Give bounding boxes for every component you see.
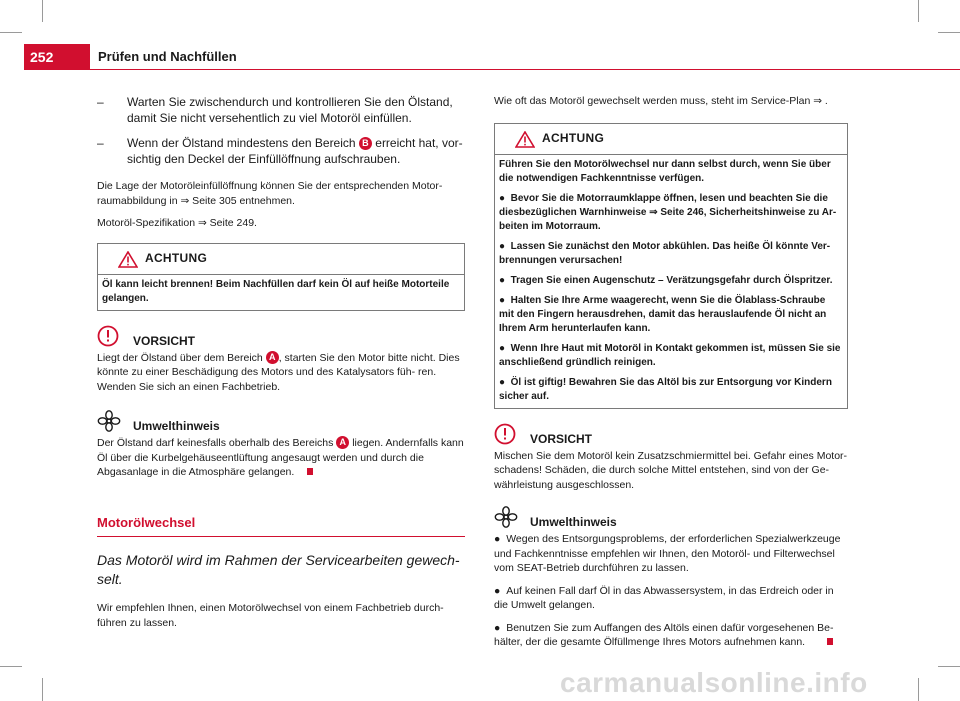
bullet: ●: [499, 240, 506, 252]
crop-mark: [0, 666, 22, 667]
environment-text-post: liegen. Andernfalls kann Öl über die Kurbelgehäuseentlüftung angesaugt werden und durch die Abgasanlage in die Atmosphäre gelangen.: [97, 437, 464, 478]
crop-mark: [918, 0, 919, 22]
page-number: 252: [24, 44, 90, 70]
warning-box-header: [98, 244, 464, 275]
caution-text-pre: Liegt der Ölstand über dem Bereich: [97, 351, 263, 364]
crop-mark: [0, 32, 22, 33]
warning-item-text: Halten Sie Ihre Arme waagerecht, wenn Sie die Ölablass-Schraube mit den Fingern herausdrehen, damit das herauslaufende Öl nicht an Ihrem Arm herunterlaufen kann.: [499, 294, 827, 334]
marker-b: B: [359, 137, 372, 150]
environment-item: [494, 584, 848, 613]
bullet: ●: [494, 533, 501, 545]
paragraph-recommend: Wir empfehlen Ihnen, einen Motorölwechsel von einem Fachbetrieb durch- führen zu lassen.: [97, 602, 444, 629]
caution-exclamation-icon: [97, 325, 119, 347]
environment-header: [97, 410, 465, 434]
dash-item: [97, 94, 465, 126]
warning-text: Öl kann leicht brennen! Beim Nachfüllen darf kein Öl auf heiße Motorteile gelangen.: [102, 278, 450, 304]
environment-item-text: Auf keinen Fall darf Öl in das Abwassersystem, in das Erdreich oder in die Umwelt gelangen.: [494, 584, 834, 611]
dash-bullet: –: [97, 95, 104, 109]
warning-item-text: Tragen Sie einen Augenschutz – Verätzungsgefahr durch Ölspritzer.: [510, 274, 833, 286]
bullet: ●: [494, 621, 501, 634]
warning-box-header: [495, 124, 847, 155]
environment-item-text: Benutzen Sie zum Auffangen des Altöls einen dafür vorgesehenen Be- hälter, der die gesamte Ölfüllmenge Ihres Motors aufnehmen kann.: [494, 621, 834, 648]
bullet: ●: [499, 294, 506, 306]
crop-mark: [938, 666, 960, 667]
page-title: Prüfen und Nachfüllen: [98, 49, 237, 64]
flower-icon: [97, 410, 121, 432]
caution-title: VORSICHT: [530, 431, 593, 446]
bullet: ●: [499, 192, 506, 204]
bullet: ●: [499, 342, 506, 354]
environment-item: [494, 621, 848, 650]
warning-box: [494, 123, 848, 409]
bullet: ●: [499, 376, 506, 388]
warning-title: ACHTUNG: [145, 250, 208, 265]
warning-item-text: Bevor Sie die Motorraumklappe öffnen, lesen und beachten Sie die diesbezüglichen Warnhinweise ⇒ Seite 246, Sicherheitshinweise zu Ar- beiten im Motorraum.: [499, 192, 837, 232]
caution-text: [97, 351, 465, 395]
dash-item: [97, 135, 465, 167]
environment-title: Umwelthinweis: [133, 419, 220, 433]
caution-title: VORSICHT: [133, 333, 196, 348]
crop-mark: [918, 678, 919, 701]
dash-bullet: –: [97, 136, 104, 150]
environment-item: [494, 532, 848, 576]
environment-title: Umwelthinweis: [530, 515, 617, 529]
warning-item-text: Lassen Sie zunächst den Motor abkühlen. Das heiße Öl könnte Ver- brennungen verursachen!: [499, 240, 831, 266]
crop-mark: [938, 32, 960, 33]
section-heading: Motorölwechsel: [97, 516, 465, 538]
flower-icon: [494, 506, 518, 528]
environment-text: [97, 436, 465, 480]
warning-intro: Führen Sie den Motorölwechsel nur dann selbst durch, wenn Sie über die notwendigen Fachkenntnisse verfügen.: [499, 158, 831, 184]
warning-title: ACHTUNG: [542, 130, 605, 145]
intro-text: Das Motoröl wird im Rahmen der Servicearbeiten gewech- selt.: [97, 552, 460, 587]
paragraph-lage: Die Lage der Motoröleinfüllöffnung können Sie der entsprechenden Motor- raumabbildung in ⇒ Seite 305 entnehmen.: [97, 180, 443, 207]
environment-item-text: Wegen des Entsorgungsproblems, der erforderlichen Spezialwerkzeuge und Fachkenntnisse empfehlen wir Ihnen, den Motoröl- und Filterwechsel vom SEAT-Betrieb durchführen zu lassen.: [494, 533, 841, 574]
crop-mark: [42, 678, 43, 701]
paragraph-service-plan: Wie oft das Motoröl gewechselt werden muss, steht im Service-Plan ⇒ .: [494, 95, 828, 107]
caution-exclamation-icon: [494, 423, 516, 445]
caution-header: [494, 423, 848, 447]
bullet: ●: [499, 274, 506, 286]
warning-item: [499, 274, 843, 288]
warning-triangle-icon: [515, 131, 535, 148]
caution-header: [97, 325, 465, 349]
caution-text-post: , starten Sie den Motor bitte nicht. Dies könnte zu einer Beschädigung des Motors und des Katalysators füh- ren. Wenden Sie sich an einen Fachbetrieb.: [97, 351, 460, 393]
warning-item: [499, 342, 843, 370]
header-rule: [90, 69, 960, 70]
warning-item: [499, 376, 843, 404]
warning-item: [499, 294, 843, 336]
warning-item: [499, 240, 843, 268]
paragraph-spec: Motoröl-Spezifikation ⇒ Seite 249.: [97, 217, 257, 229]
watermark: carmanualsonline.info: [560, 667, 868, 698]
dash-item-text: Wenn der Ölstand mindestens den Bereich: [127, 136, 356, 150]
warning-body: [495, 155, 847, 408]
bullet: ●: [494, 584, 501, 597]
marker-a: A: [336, 436, 349, 449]
caution-text: Mischen Sie dem Motoröl kein Zusatzschmiermittel bei. Gefahr eines Motor- schadens! Schäden, die durch solche Mittel entstehen, sind von der Ge- währleistung ausgeschlossen.: [494, 449, 848, 491]
warning-item-text: Öl ist giftig! Bewahren Sie das Altöl bis zur Entsorgung vor Kindern sicher auf.: [499, 376, 832, 402]
warning-box: [97, 243, 465, 311]
crop-mark: [42, 0, 43, 22]
left-column: [97, 94, 465, 638]
warning-item: [499, 192, 843, 234]
dash-item-text: erreicht hat, vor- sichtig den Deckel der Einfüllöffnung aufschrauben.: [127, 136, 463, 166]
environment-header: [494, 506, 848, 530]
dash-item-text: Warten Sie zwischendurch und kontrollieren Sie den Ölstand, damit Sie nicht versehentlich zu viel Motoröl einfüllen.: [127, 95, 453, 125]
section-end-mark: [307, 468, 313, 475]
warning-item-text: Wenn Ihre Haut mit Motoröl in Kontakt gekommen ist, müssen Sie sie anschließend gründlich reinigen.: [499, 342, 841, 368]
marker-a: A: [266, 351, 279, 364]
section-end-mark: [827, 638, 833, 645]
warning-triangle-icon: [118, 251, 138, 268]
environment-text-pre: Der Ölstand darf keinesfalls oberhalb des Bereichs: [97, 437, 334, 449]
right-column: [494, 94, 848, 658]
